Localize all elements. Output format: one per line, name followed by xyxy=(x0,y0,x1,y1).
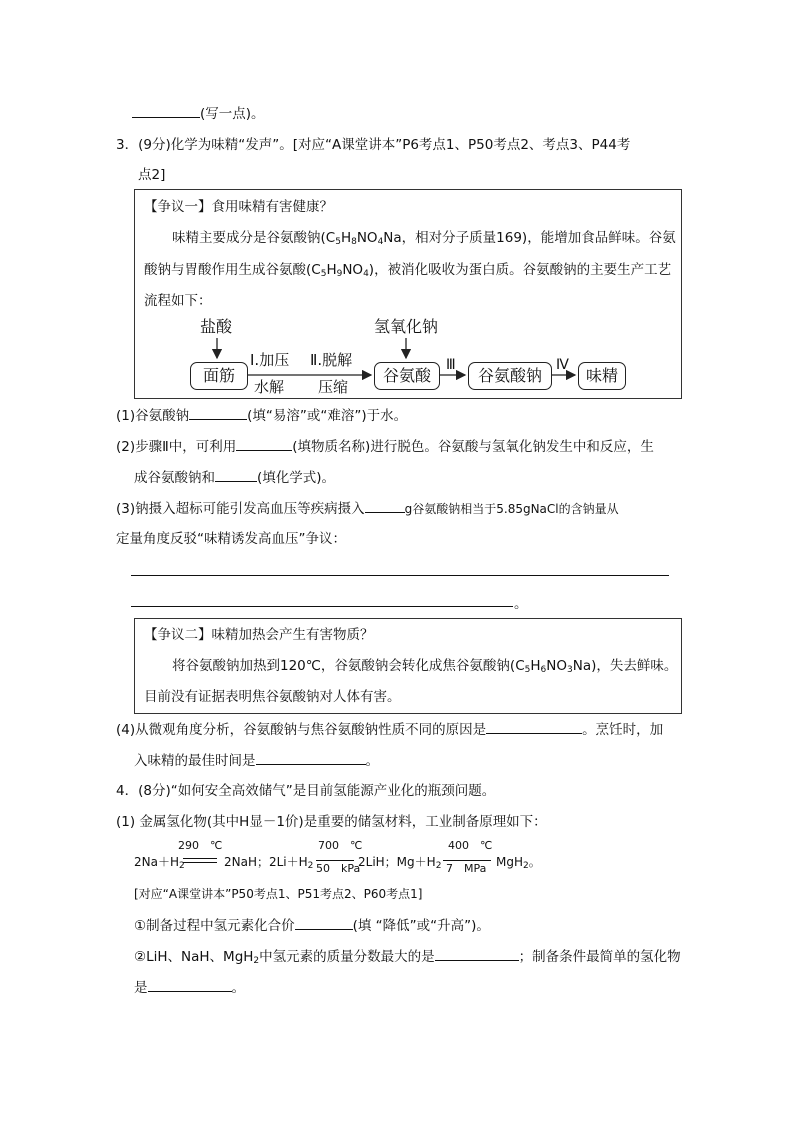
dispute-two-title: 【争议二】味精加热会产生有害物质？ xyxy=(144,627,374,643)
dispute-two-para1: 将谷氨酸钠加热到120℃，谷氨酸钠会转化成焦谷氨酸钠$(C_5H_6NO_3Na)$，失去鲜味。 xyxy=(172,658,678,675)
eq-mg: 2LiH；$Mg+H_2$ xyxy=(358,855,442,871)
flow-input-naoh: 氢氧化钠 xyxy=(374,317,439,336)
dispute-two-para2: 目前没有证据表明焦谷氨酸钠对人体有害。 xyxy=(144,689,401,705)
q4-sub2-cont: 是 。 xyxy=(134,977,245,998)
q3-part1: (1)谷氨酸钠 (填“易溶”或“难溶”)于水。 xyxy=(116,405,407,426)
q3-part4-cont: 入味精的最佳时间是 。 xyxy=(134,750,379,771)
answer-blank[interactable] xyxy=(215,467,257,482)
answer-blank[interactable] xyxy=(486,719,582,734)
answer-blank[interactable] xyxy=(256,750,366,765)
eq3-condition-bottom: 7 MPa xyxy=(446,862,487,875)
flow-step2-top: Ⅱ.脱解 xyxy=(310,351,353,369)
answer-blank[interactable] xyxy=(365,498,405,513)
eq-mgh2: MgH$_2$。 xyxy=(496,855,541,871)
flow-step1-bottom: 水解 xyxy=(254,378,285,396)
answer-blank[interactable] xyxy=(435,946,519,961)
flow-node-seasoning: 味精 xyxy=(578,362,626,390)
q4-sub1: ①制备过程中氢元素化合价 (填 “降低”或“升高”)。 xyxy=(134,915,490,936)
dispute-one-para2: 酸钠与胃酸作用生成谷氨酸$(C_5H_9NO_4)$，被消化吸收为蛋白质。谷氨酸钠的主要生产工艺 xyxy=(144,262,672,279)
q4-sub2: ②LiH、NaH、MgH$_2$中氢元素的质量分数最大的是 ；制备条件最简单的氢化物 xyxy=(134,946,681,971)
q3-part2-cont: 成谷氨酸钠和 (填化学式)。 xyxy=(134,467,335,488)
answer-line-end: 。 xyxy=(514,596,528,612)
answer-blank[interactable] xyxy=(236,436,292,451)
top-line: (写一点)。 xyxy=(132,103,265,124)
flow-step4: Ⅳ xyxy=(556,357,569,373)
answer-blank[interactable] xyxy=(189,405,247,420)
flow-step1-top: Ⅰ.加压 xyxy=(250,351,290,369)
eq3-condition-top: 400 ℃ xyxy=(448,839,493,852)
q3-part3-cont: 定量角度反驳“味精诱发高血压”争议： xyxy=(116,531,346,547)
q4-part1-intro: (1) 金属氢化物(其中H显－1价)是重要的储氢材料，工业制备原理如下： xyxy=(116,814,547,830)
eq-li: 2NaH；$2Li+H_2$ xyxy=(224,855,314,871)
q3-part3: (3)钠摄入超标可能引发高血压等疾病摄入 g谷氨酸钠相当于5.85gNaCl的含钠量从 xyxy=(116,498,619,519)
eq1-double-line-bottom xyxy=(183,862,217,863)
q4-reference: [对应“A课堂讲本”P50考点1、P51考点2、P60考点1] xyxy=(134,887,423,901)
flow-step2-bottom: 压缩 xyxy=(318,378,349,396)
dispute-one-para3: 流程如下： xyxy=(144,293,212,309)
eq1-condition: 290 ℃ xyxy=(178,839,223,852)
answer-blank[interactable] xyxy=(295,915,353,930)
answer-blank[interactable] xyxy=(148,977,232,992)
flow-node-gluten: 面筋 xyxy=(190,362,248,390)
q4-heading: 4．(8分)“如何安全高效储气”是目前氢能源产业化的瓶颈问题。 xyxy=(116,783,496,799)
eq2-condition-bottom: 50 kPa xyxy=(316,862,361,875)
q3-part2: (2)步骤Ⅱ中，可利用 (填物质名称)进行脱色。谷氨酸与氢氧化钠发生中和反应，生 xyxy=(116,436,654,457)
flow-node-glutamic-acid: 谷氨酸 xyxy=(374,362,440,390)
flow-input-hcl: 盐酸 xyxy=(200,317,233,336)
flow-node-msg: 谷氨酸钠 xyxy=(468,362,552,390)
dispute-one-title: 【争议一】食用味精有害健康？ xyxy=(144,199,333,215)
answer-line[interactable] xyxy=(131,606,513,607)
q3-heading-cont: 点2] xyxy=(138,167,166,183)
answer-line[interactable] xyxy=(131,575,669,576)
q3-heading: 3．(9分)化学为味精“发声”。[对应“A课堂讲本”P6考点1、P50考点2、考点3、P44考 xyxy=(116,137,631,153)
eq2-condition-top: 700 ℃ xyxy=(318,839,363,852)
flow-step3: Ⅲ xyxy=(446,357,456,373)
eq1-double-line-top xyxy=(183,858,217,859)
dispute-one-para1: 味精主要成分是谷氨酸钠($C_5H_8NO_4Na$，相对分子质量169)，能增加食品鲜味。谷氨 xyxy=(172,230,676,247)
q3-part4: (4)从微观角度分析，谷氨酸钠与焦谷氨酸钠性质不同的原因是 。烹饪时，加 xyxy=(116,719,663,740)
eq-na: $2Na+H_2$ xyxy=(134,855,185,871)
